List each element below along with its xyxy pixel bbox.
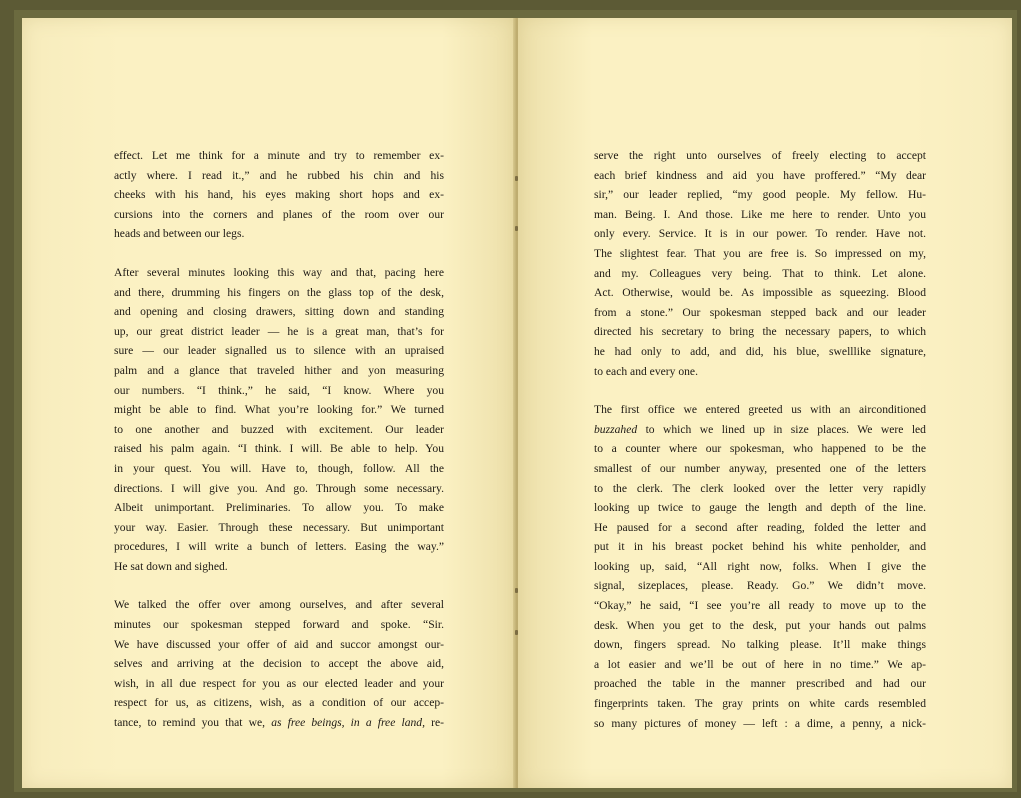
text-line: tance, to remind you that we, as free beings, in a free land, re- [114,716,444,730]
text-line: cursions into the corners and planes of the room over our [114,207,444,221]
text-line: put it in his breast pocket behind his white penholder, and [594,540,926,554]
text-line: to a counter where our spokesman, who happened to be the [594,442,926,456]
text-line: raised his palm again. “I think. I will. Be able to help. You [114,442,444,456]
left-page [22,18,516,788]
text-line: a lot easier and we’ll be out of here in no time.” We ap- [594,657,926,671]
text-line: he had only to add, and did, his blue, swelllike signature, [594,344,926,358]
text-line: We talked the offer over among ourselves, and after several [114,598,444,612]
text-line: The first office we entered greeted us with an airconditioned [594,403,926,417]
paragraph [114,263,444,577]
paragraph [594,400,926,733]
text-line: to one another and buzzed with excitement. Our leader [114,422,444,436]
text-line: selves and arriving at the decision to accept the above aid, [114,657,444,671]
text-line: to each and every one. [594,364,698,378]
text-line: sure — our leader signalled us to silence with an upraised [114,344,444,358]
text-line: might be able to find. What you’re looking for.” We turned [114,403,444,417]
text-line: wish, in all due respect for you as our elected leader and your [114,676,444,690]
text-line: Albeit unimportant. Preliminaries. To allow you. To make [114,501,444,515]
text-line: We have discussed your offer of aid and succor amongst our- [114,637,444,651]
text-line: smallest of our number anyway, presented one of the letters [594,461,926,475]
text-line: minutes our spokesman stepped forward and spoke. “Sir. [114,618,444,632]
text-line: up, our great district leader — he is a great man, that’s for [114,324,444,338]
text-line: effect. Let me think for a minute and try to remember ex- [114,149,444,162]
text-line: and opening and closing drawers, sitting down and standing [114,305,444,319]
text-line: your way. Easier. Through these necessary. But unimportant [114,520,444,534]
text-line: sir,” our leader replied, “my good people. My fellow. Hu- [594,188,926,202]
text-line: Act. Otherwise, would be. As impossible as squeezing. Blood [594,286,926,300]
text-line: only every. Service. It is in our power. To render. Have not. [594,227,926,241]
text-line: signal, sizeplaces, please. Ready. Go.” We didn’t move. [594,579,926,593]
text-line: serve the right unto ourselves of freely electing to accept [594,149,926,162]
paragraph [114,595,444,732]
text-line: proached the table in the manner prescribed and had our [594,677,926,691]
text-line: directed his secretary to bring the necessary papers, to which [594,325,926,339]
text-line: fingerprints taken. The gray prints on white cards resembled [594,697,926,711]
text-line: and my. Colleagues very being. That to think. Let alone. [594,266,926,280]
text-line: each brief kindness and aid you have proffered.” “My dear [594,168,926,182]
text-line: from a stone.” Our spokesman stepped back and our leader [594,305,926,319]
text-line: The slightest fear. That you are free is. So impressed on my, [594,246,926,260]
text-line: desk. When you get to the desk, put your hands out palms [594,618,926,632]
text-line: He paused for a second after reading, folded the letter and [594,520,926,534]
text-line: to the clerk. The clerk looked over the letter very rapidly [594,481,926,495]
text-line: down, fingers spread. No talking please. It’ll make things [594,638,926,652]
text-line: procedures, I will write a bunch of letters. Easing the way.” [114,540,444,554]
text-line: buzzahed to which we lined up in size places. We were led [594,422,926,436]
right-page [518,18,1012,788]
text-line: looking up, said, “All right now, folks. When I give the [594,559,926,573]
text-line: palm and a glance that traveled hither and yon measuring [114,363,444,377]
left-page-text [114,146,444,752]
right-page-text [594,146,926,752]
text-line: heads and between our legs. [114,227,245,241]
text-line: respect for us, as citizens, wish, as a condition of our accep- [114,696,444,710]
paragraph [594,146,926,381]
paragraph [114,146,444,244]
text-line: so many pictures of money — left : a dime, a penny, a nick- [594,716,926,730]
text-line: and there, drumming his fingers on the glass top of the desk, [114,285,444,299]
text-line: man. Being. I. And those. Like me here to render. Unto you [594,207,926,221]
text-line: After several minutes looking this way and that, pacing here [114,265,444,279]
text-line: “Okay,” he said, “I see you’re all ready to move up to the [594,599,926,613]
text-line: cheeks with his hand, his eyes making short hops and ex- [114,188,444,202]
text-line: our numbers. “I think.,” he said, “I know. Where you [114,383,444,397]
text-line: directions. I will give you. And go. Through some necessary. [114,481,444,495]
text-line: He sat down and sighed. [114,559,228,573]
text-line: looking up twice to gauge the length and depth of the line. [594,501,926,515]
text-line: in your quest. You will. Have to, though, follow. All the [114,461,444,475]
text-line: actly where. I read it.,” and he rubbed his chin and his [114,168,444,182]
